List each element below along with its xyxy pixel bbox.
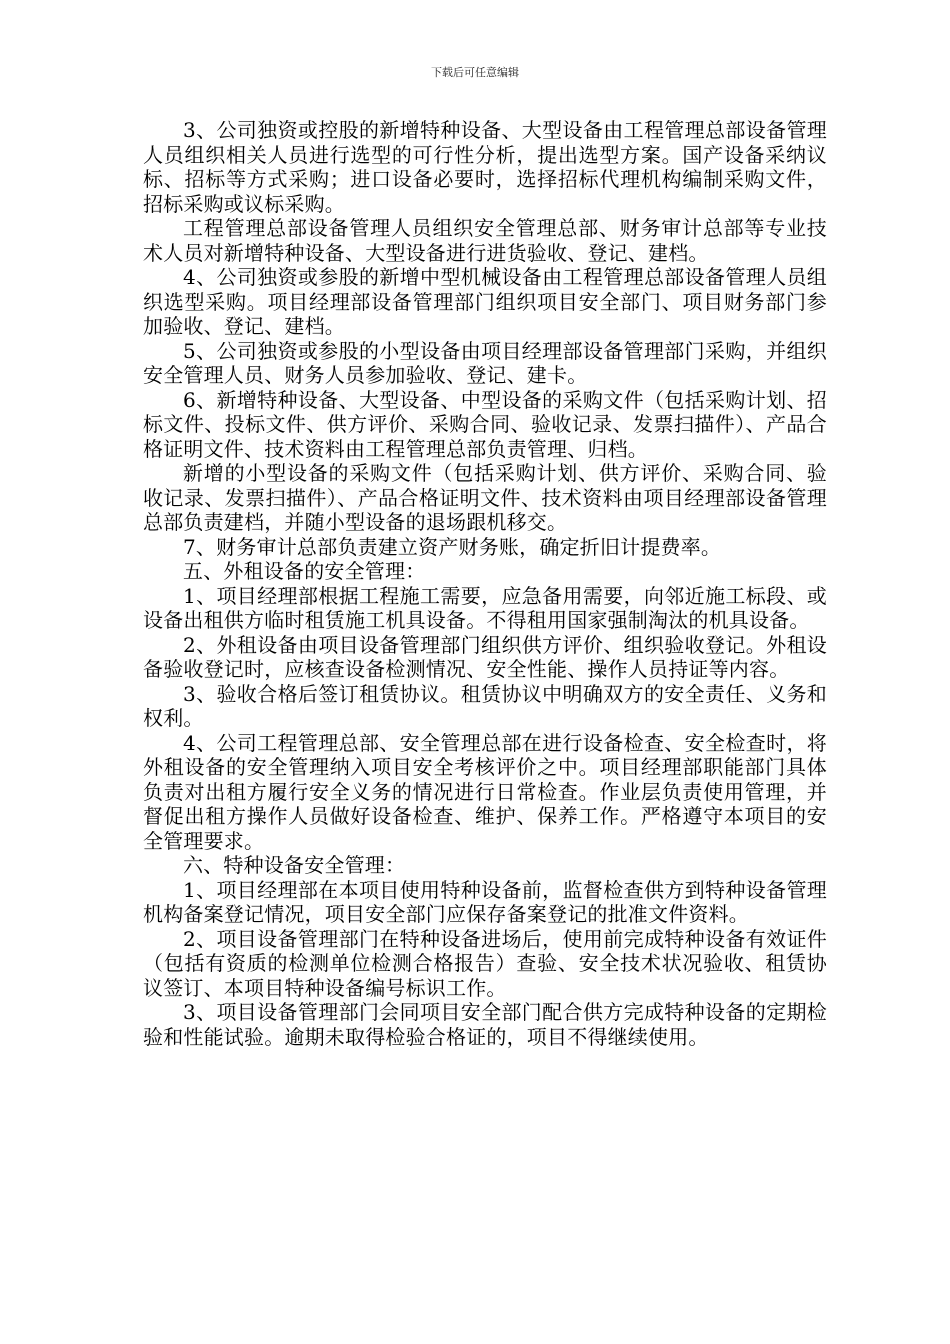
paragraph-leasing-inspection: 4、公司工程管理总部、安全管理总部在进行设备检查、安全检查时，将外租设备的安全管理纳入项目安全考核评价之中。项目经理部职能部门具体负责对出租方履行安全义务的情况进行日常检查。作业层负责使用管理，并督促出租方操作人员做好设备检查、维护、保养工作。严格遵守本项目的安全管理要求。 [143,730,827,853]
paragraph-small-equipment-documents: 新增的小型设备的采购文件（包括采购计划、供方评价、采购合同、验收记录、发票扫描件）、产品合格证明文件、技术资料由项目经理部设备管理总部负责建档，并随小型设备的退场跟机移交。 [143,461,827,534]
paragraph-acceptance-special-equipment: 工程管理总部设备管理人员组织安全管理总部、财务审计总部等专业技术人员对新增特种设备、大型设备进行进货验收、登记、建档。 [143,216,827,265]
paragraph-leasing-agreement: 3、验收合格后签订租赁协议。租赁协议中明确双方的安全责任、义务和权利。 [143,681,827,730]
paragraph-purchase-small-equipment: 5、公司独资或参股的小型设备由项目经理部设备管理部门采购，并组织安全管理人员、财务人员参加验收、登记、建卡。 [143,338,827,387]
paragraph-leasing-acceptance: 2、外租设备由项目设备管理部门组织供方评价、组织验收登记。外租设备验收登记时，应核查设备检测情况、安全性能、操作人员持证等内容。 [143,632,827,681]
paragraph-purchase-special-equipment: 3、公司独资或控股的新增特种设备、大型设备由工程管理总部设备管理人员组织相关人员进行选型的可行性分析，提出选型方案。国产设备采纳议标、招标等方式采购；进口设备必要时，选择招标代理机构编制采购文件，招标采购或议标采购。 [143,118,827,216]
paragraph-asset-accounts: 7、财务审计总部负责建立资产财务账，确定折旧计提费率。 [183,534,722,559]
document-body [143,118,827,1049]
paragraph-special-registration: 1、项目经理部在本项目使用特种设备前，监督检查供方到特种设备管理机构备案登记情况，项目安全部门应保存备案登记的批准文件资料。 [143,877,827,926]
page-header: 下载后可任意编辑 [431,66,519,79]
paragraph-purchase-documents: 6、新增特种设备、大型设备、中型设备的采购文件（包括采购计划、招标文件、投标文件、供方评价、采购合同、验收记录、发票扫描件）、产品合格证明文件、技术资料由工程管理总部负责管理、归档。 [143,387,827,461]
paragraph-special-periodic-inspection: 3、项目设备管理部门会同项目安全部门配合供方完成特种设备的定期检验和性能试验。逾期未取得检验合格证的，项目不得继续使用。 [143,1000,827,1049]
section-heading-special-equipment: 六、特种设备安全管理： [183,853,406,877]
section-heading-leased-equipment: 五、外租设备的安全管理： [183,559,426,583]
paragraph-purchase-medium-equipment: 4、公司独资或参股的新增中型机械设备由工程管理总部设备管理人员组织选型采购。项目经理部设备管理部门组织项目安全部门、项目财务部门参加验收、登记、建档。 [143,265,827,338]
paragraph-leasing-source: 1、项目经理部根据工程施工需要，应急备用需要，向邻近施工标段、或设备出租供方临时租赁施工机具设备。不得租用国家强制淘汰的机具设备。 [143,583,827,632]
paragraph-special-verification: 2、项目设备管理部门在特种设备进场后，使用前完成特种设备有效证件（包括有资质的检测单位检测合格报告）查验、安全技术状况验收、租赁协议签订、本项目特种设备编号标识工作。 [143,926,827,1000]
